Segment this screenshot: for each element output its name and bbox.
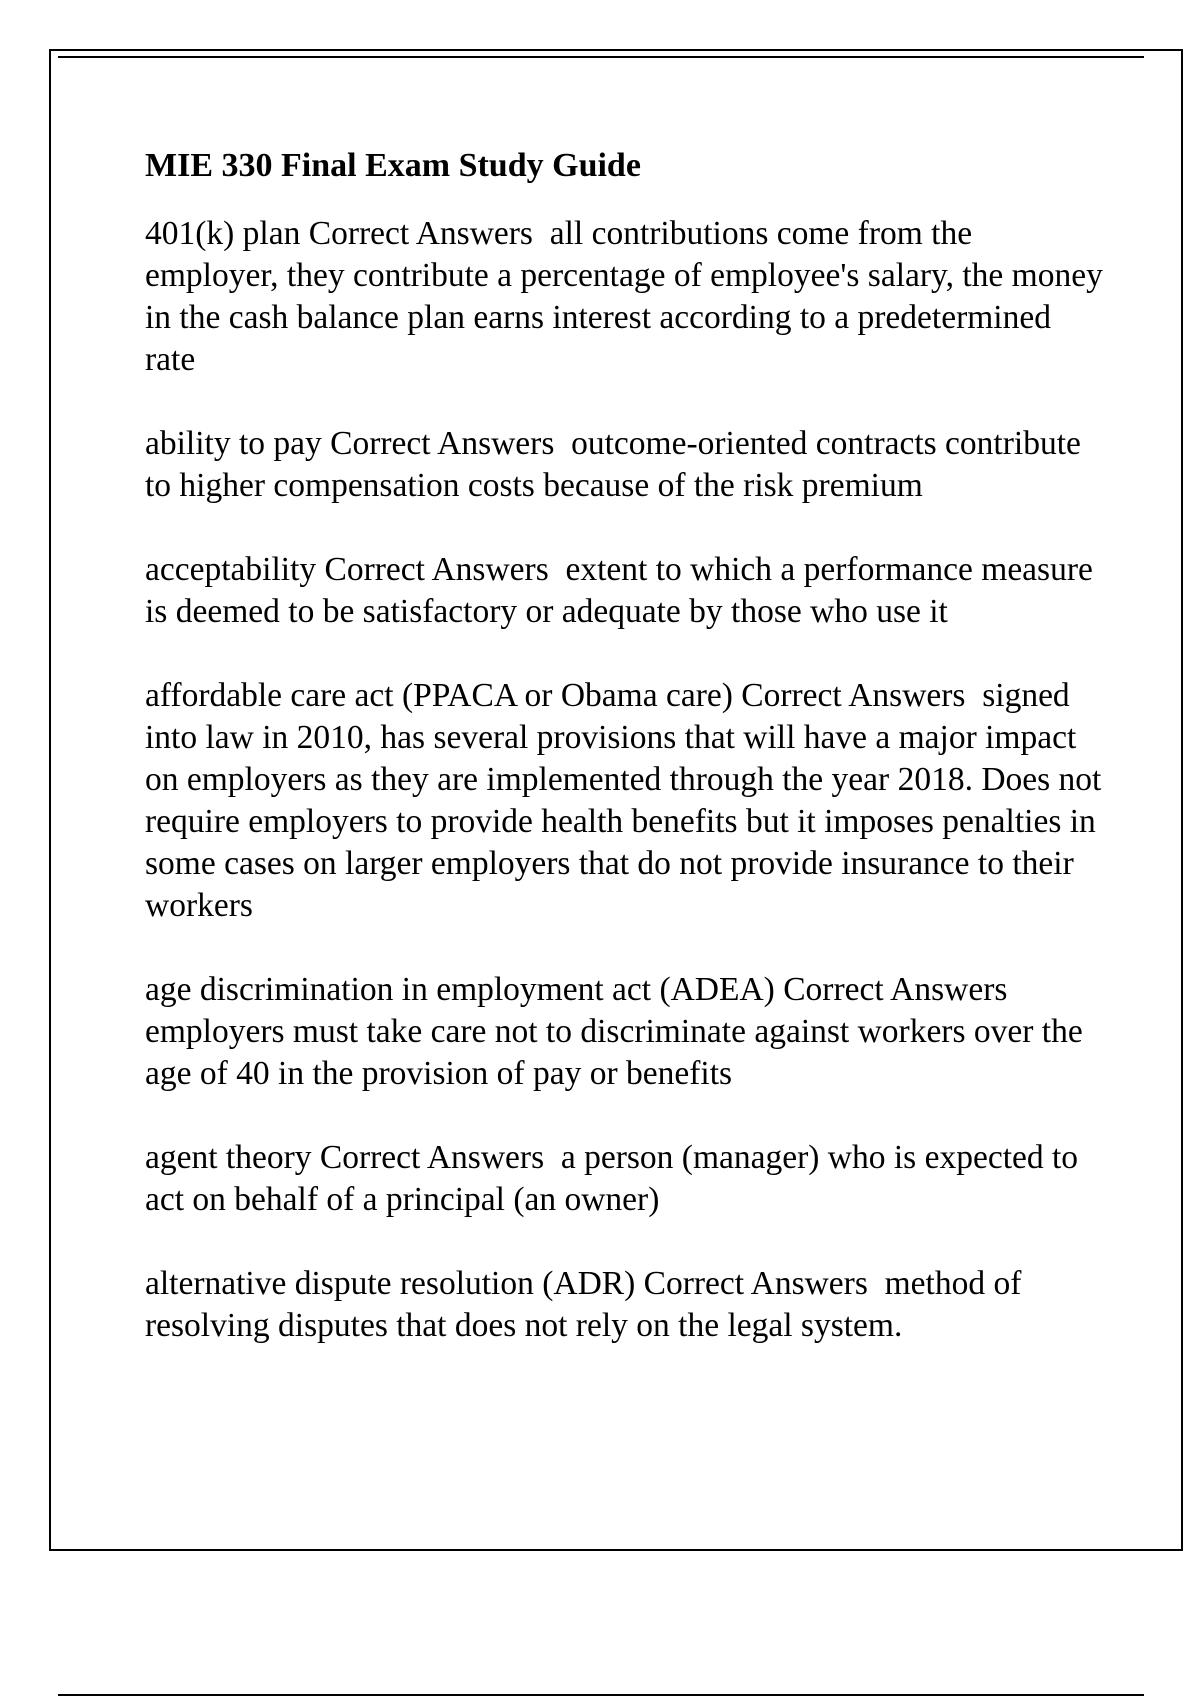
entry-separator: Correct Answers [732,677,974,714]
entry-definition: employers must take care not to discriminate against workers over the age of 40 in the provision of pay or benefits [145,1013,1092,1092]
document-title: MIE 330 Final Exam Study Guide [145,147,641,184]
glossary-entry [145,1137,1105,1221]
entry-term: agent theory [145,1139,312,1176]
entry-term: affordable care act (PPACA or Obama care) [145,677,733,714]
document-body [145,141,1112,1389]
glossary-entry [145,675,1110,927]
entry-definition: outcome-oriented contracts contribute to higher compensation costs because of the risk premium [145,425,1090,504]
glossary-entry [145,969,1105,1095]
entry-term: acceptability [145,551,317,588]
entry-definition: a person (manager) who is expected to act on behalf of a principal (an owner) [145,1139,1087,1218]
entry-separator: Correct Answers [321,425,563,462]
entry-separator: Correct Answers [316,551,558,588]
entry-definition: method of resolving disputes that does not rely on the legal system. [145,1265,1030,1344]
entry-separator: Correct Answers [774,971,1016,1008]
entry-term: alternative dispute resolution (ADR) [145,1265,636,1302]
entry-separator: Correct Answers [635,1265,877,1302]
entry-term: age discrimination in employment act (ADEA) [145,971,775,1008]
entry-definition: all contributions come from the employer, they contribute a percentage of employee's salary, the money in the cash balance plan earns interest according to a predetermined rate [145,215,1112,378]
glossary-entry [145,1263,1105,1347]
glossary-entry [145,213,1112,381]
entry-separator: Correct Answers [311,1139,553,1176]
entry-term: ability to pay [145,425,322,462]
entry-term: 401(k) plan [145,215,301,252]
glossary-entry [145,549,1105,633]
entry-definition: signed into law in 2010, has several provisions that will have a major impact on employers as they are implemented through the year 2018. Does not require employers to provide health benefits but it imposes penalties in some cases on larger employers that do not provide insurance to their workers [145,677,1110,924]
top-rule [58,56,1144,58]
glossary-entry [145,423,1105,507]
entry-definition: extent to which a performance measure is deemed to be satisfactory or adequate by those who use it [145,551,1102,630]
entry-separator: Correct Answers [300,215,542,252]
bottom-rule [58,1694,1144,1696]
